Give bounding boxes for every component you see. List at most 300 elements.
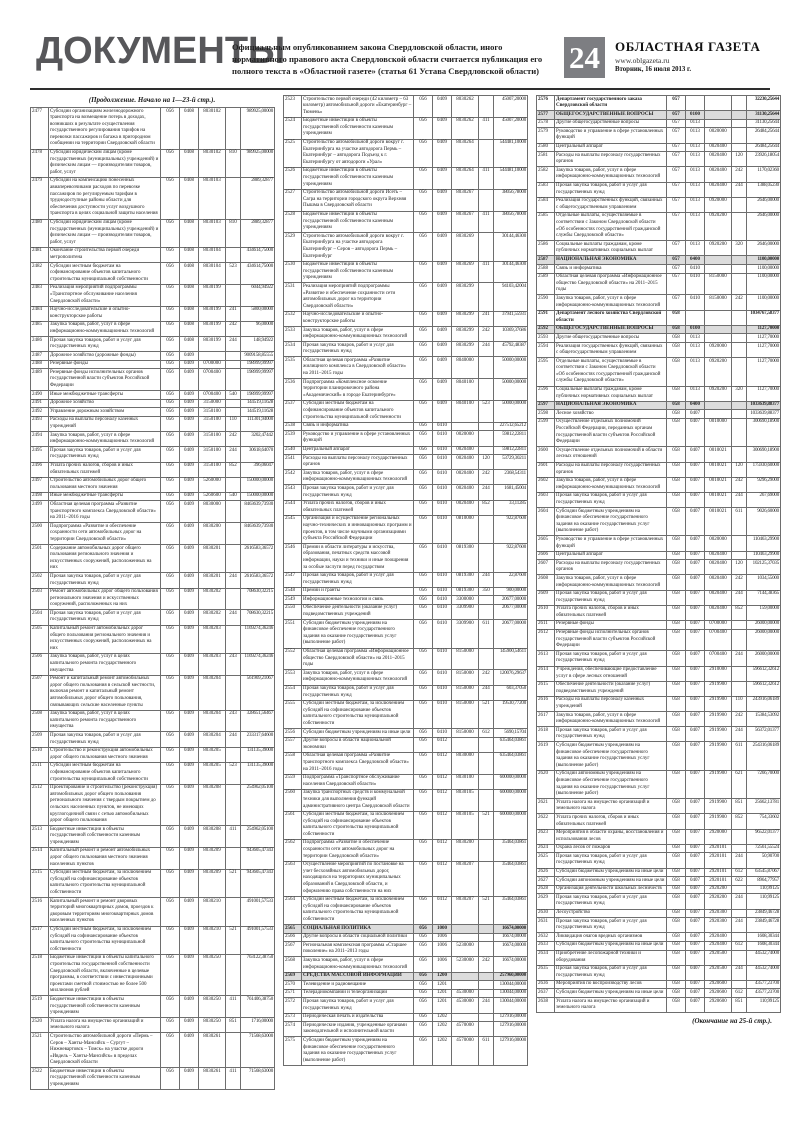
table-cell-amt: 3202,47442	[241, 432, 275, 447]
table-cell-a: 056	[414, 1013, 433, 1022]
table-cell-c	[452, 925, 479, 934]
table-cell-n: 2482	[31, 263, 49, 285]
table-cell-d	[732, 119, 747, 128]
table-row	[31, 1068, 275, 1090]
table-cell-n: 2626	[537, 868, 555, 877]
table-cell-a: 058	[667, 799, 686, 814]
table-cell-b: 0410	[433, 587, 452, 596]
table-cell-b: 1006	[433, 933, 452, 942]
table-row	[537, 551, 781, 560]
table-cell-n: 2523	[284, 96, 302, 118]
table-row	[537, 536, 781, 551]
table-cell-a: 056	[161, 501, 180, 523]
table-cell-d: 244	[732, 918, 747, 933]
table-cell-d	[732, 536, 747, 551]
table-cell-n: 2512	[31, 784, 49, 826]
table-cell-name: Субсидии местным бюджетам на софинансирование объектов капитального строительства муниципальной собственности	[49, 263, 161, 285]
table-cell-name: Подпрограмма «Развитие и обеспечение сохранности сети автомобильных дорог на территории Свердловской области»	[49, 523, 161, 545]
table-cell-amt: 267,69000	[747, 492, 781, 507]
table-cell-n: 2581	[537, 152, 555, 167]
table-cell-b: 0409	[433, 357, 452, 379]
table-cell-a: 056	[161, 747, 180, 762]
table-cell-b: 0407	[686, 885, 705, 894]
table-cell-n: 2614	[537, 666, 555, 681]
table-cell-name: Реализация государственных функций, связанных с общегосударственным управлением	[555, 197, 667, 212]
table-cell-amt: 922,87600	[494, 515, 528, 543]
table-cell-d: 521	[226, 869, 241, 897]
table-cell-b: 0409	[180, 847, 199, 869]
table-cell-n: 2519	[31, 996, 49, 1018]
table-cell-name: Расходы на выплаты персоналу казенных учреждений	[555, 696, 667, 711]
table-cell-b: 0407	[686, 418, 705, 446]
table-cell-name: Лесоустройство	[555, 909, 667, 918]
table-cell-a: 058	[667, 998, 686, 1013]
table-cell-name: Субсидии бюджетным учреждениям на иные цели	[555, 868, 667, 877]
table-cell-amt: 131135,39000	[241, 762, 275, 784]
table-cell-amt: 2889,32877	[241, 219, 275, 247]
table-cell-b: 0407	[686, 651, 705, 666]
table-cell-n: 2535	[284, 357, 302, 379]
table-cell-b: 0410	[433, 648, 452, 670]
table-cell-amt: 2646,00000	[747, 212, 781, 240]
table-cell-d	[479, 752, 494, 774]
table-cell-amt: 45007,20000	[494, 96, 528, 118]
column-3	[536, 95, 780, 1025]
table-cell-b: 0409	[180, 545, 199, 573]
table-cell-n: 2494	[31, 432, 49, 447]
table-cell-a: 056	[161, 1068, 180, 1090]
table-cell-d	[479, 544, 494, 572]
table-cell-a: 056	[161, 321, 180, 336]
table-cell-d	[226, 747, 241, 762]
table-cell-a: 056	[161, 573, 180, 588]
table-cell-n: 2597	[537, 401, 555, 410]
table-cell-name: Прочая закупка товаров, работ и услуг для государственных нужд	[302, 485, 414, 500]
table-cell-c: 8030203	[199, 653, 226, 675]
gazette-name: ОБЛАСТНАЯ ГАЗЕТА	[615, 39, 761, 54]
table-cell-amt: 1127,70000	[747, 386, 781, 401]
table-row	[537, 742, 781, 770]
table-cell-b: 0409	[180, 710, 199, 732]
table-cell-amt: 50,90700	[747, 853, 781, 868]
table-cell-amt: 708630,32215	[241, 610, 275, 625]
table-cell-b: 0100	[686, 111, 705, 120]
table-cell-name: Другие общегосударственные вопросы	[555, 119, 667, 128]
table-cell-a: 056	[161, 369, 180, 391]
table-cell-c: 8030199	[199, 306, 226, 321]
table-cell-b: 0410	[686, 273, 705, 295]
table-cell-n: 2624	[537, 844, 555, 853]
table-cell-d	[732, 551, 747, 560]
table-row	[537, 241, 781, 256]
table-cell-amt: 30144,46300	[494, 233, 528, 261]
table-cell-name: Руководство и управление в сфере установленных функций	[555, 128, 667, 143]
table-cell-b: 0407	[686, 853, 705, 868]
table-cell-n: 2584	[537, 197, 555, 212]
table-cell-amt: 37941,55931	[494, 311, 528, 326]
table-cell-a: 056	[414, 648, 433, 670]
table-cell-n: 2625	[537, 853, 555, 868]
table-row	[31, 1033, 275, 1068]
table-row	[31, 996, 275, 1018]
table-cell-c	[705, 111, 732, 120]
table-cell-d	[226, 954, 241, 996]
table-cell-name: Субсидии бюджетным учреждениям на финансовое обеспечение государственного задания на оказание государственных услуг (выполнение работ)	[555, 742, 667, 770]
table-cell-name: Прочая закупка товаров, работ и услуг для государственных нужд	[49, 337, 161, 352]
table-cell-c: 0920000	[705, 197, 732, 212]
table-cell-d	[479, 737, 494, 752]
table-cell-c: 8150000	[452, 729, 479, 738]
table-cell-a: 056	[161, 391, 180, 400]
table-cell-n: 2528	[284, 211, 302, 233]
table-row	[284, 685, 528, 700]
table-cell-name: Прочая закупка товаров, работ и услуг для государственных нужд	[49, 732, 161, 747]
table-cell-amt: 20677,00000	[494, 596, 528, 605]
table-cell-b: 0409	[433, 311, 452, 326]
table-cell-a: 058	[667, 410, 686, 419]
table-cell-amt: 198999,99997	[241, 369, 275, 391]
table-cell-n: 2551	[284, 620, 302, 648]
table-cell-a: 056	[414, 431, 433, 446]
table-cell-n: 2501	[31, 545, 49, 573]
table-cell-n: 2636	[537, 980, 555, 989]
table-cell-b: 1201	[433, 998, 452, 1013]
table-cell-a: 056	[414, 96, 433, 118]
table-cell-name: Прочая закупка товаров, работ и услуг для государственных нужд	[555, 492, 667, 507]
table-cell-name: Уплата прочих налогов, сборов и иных обязательных платежей	[49, 462, 161, 477]
table-cell-a: 057	[667, 295, 686, 310]
table-cell-n: 2595	[537, 358, 555, 386]
table-cell-b: 0113	[686, 167, 705, 182]
end-note: (Окончание на 25-й стр.).	[692, 1017, 772, 1026]
table-cell-a: 057	[667, 182, 686, 197]
table-cell-a: 056	[161, 306, 180, 321]
table-cell-name: Расходы на выплаты персоналу казенных учреждений	[49, 416, 161, 431]
table-cell-name: Уплата налога на имущество организаций и земельного налога	[49, 1018, 161, 1033]
table-cell-name: Управление дорожным хозяйством	[49, 408, 161, 417]
table-cell-a: 056	[161, 762, 180, 784]
table-cell-b: 0409	[180, 492, 199, 501]
table-cell-b: 0407	[686, 605, 705, 620]
table-row	[284, 446, 528, 455]
table-cell-a: 058	[667, 447, 686, 462]
table-row	[284, 431, 528, 446]
table-cell-n: 2540	[284, 446, 302, 455]
table-cell-a: 058	[667, 877, 686, 886]
table-cell-n: 2596	[537, 386, 555, 401]
table-cell-a: 056	[414, 485, 433, 500]
table-cell-b: 0409	[180, 416, 199, 431]
table-cell-d	[226, 784, 241, 826]
table-cell-name: Осуществление отдельных полномочий в области лесных отношений	[555, 447, 667, 462]
table-cell-name: Бюджетные инвестиции в объекты государственной собственности казенным учреждениям	[302, 167, 414, 189]
table-cell-c: 2920200	[705, 894, 732, 909]
table-cell-b: 0412	[433, 839, 452, 861]
table-cell-b: 0409	[433, 379, 452, 401]
table-cell-c: 8030299	[452, 327, 479, 342]
table-cell-c: 8030202	[199, 610, 226, 625]
table-row	[537, 273, 781, 295]
table-cell-n: 2532	[284, 311, 302, 326]
table-cell-b: 0407	[686, 575, 705, 590]
table-cell-n: 2561	[284, 811, 302, 839]
table-cell-a: 056	[161, 610, 180, 625]
table-row	[284, 752, 528, 774]
table-cell-n: 2609	[537, 590, 555, 605]
table-cell-a: 056	[414, 933, 433, 942]
table-row	[284, 515, 528, 543]
table-cell-n: 2580	[537, 143, 555, 152]
table-cell-b: 0409	[180, 784, 199, 826]
table-cell-b: 0409	[180, 462, 199, 477]
table-cell-a: 058	[667, 742, 686, 770]
table-cell-amt: 9296,29000	[747, 477, 781, 492]
table-cell-n: 2489	[31, 369, 49, 391]
table-cell-d	[732, 128, 747, 143]
table-cell-c: 0700400	[705, 629, 732, 651]
gazette-url: www.oblgazeta.ru	[615, 56, 670, 65]
table-cell-n: 2552	[284, 648, 302, 670]
table-cell-amt: 596612,32612	[747, 666, 781, 681]
table-row	[31, 523, 275, 545]
table-cell-d	[226, 625, 241, 653]
table-cell-a: 056	[414, 981, 433, 990]
table-cell-amt: 708630,32215	[241, 588, 275, 610]
table-cell-a: 058	[667, 965, 686, 980]
table-cell-d	[732, 681, 747, 696]
table-cell-a: 056	[414, 342, 433, 357]
table-cell-b: 0410	[433, 700, 452, 728]
table-cell-n: 2485	[31, 321, 49, 336]
table-cell-a: 056	[414, 896, 433, 924]
table-cell-name: Проектирование и строительство (реконструкция) автомобильных дорог общего пользования регионального значения с твердым покрытием до сельских населенных пунктов, не имеющих круглогодичной связи с сетью автомобильных дорог общего пользования	[49, 784, 161, 826]
table-cell-c: 0020400	[452, 455, 479, 470]
table-cell-a: 056	[414, 446, 433, 455]
table-cell-c: 2919900	[705, 681, 732, 696]
table-cell-d	[226, 369, 241, 391]
table-cell-d: 320	[732, 386, 747, 401]
table-cell-a: 056	[414, 189, 433, 211]
table-cell-c	[705, 325, 732, 334]
table-cell-name: Бюджетные инвестиции в объекты государственной собственности казенным учреждениям	[49, 996, 161, 1018]
table-cell-c	[452, 981, 479, 990]
table-cell-c: 8030250	[199, 954, 226, 996]
table-cell-name: Расходы на выплаты персоналу государственных органов	[555, 560, 667, 575]
table-row	[537, 877, 781, 886]
table-cell-a: 057	[667, 119, 686, 128]
table-cell-n: 2544	[284, 500, 302, 515]
table-cell-b: 0412	[433, 896, 452, 924]
table-row	[284, 839, 528, 861]
table-cell-a: 056	[414, 942, 433, 957]
table-cell-n: 2499	[31, 501, 49, 523]
table-cell-c: 8030207	[452, 896, 479, 924]
table-cell-n: 2527	[284, 189, 302, 211]
table-row	[537, 167, 781, 182]
table-cell-a: 056	[161, 177, 180, 219]
table-cell-amt: 50000,00000	[494, 379, 528, 401]
table-cell-b: 0408	[180, 177, 199, 219]
table-cell-d	[732, 844, 747, 853]
table-cell-n: 2622	[537, 814, 555, 829]
table-cell-name: Прочая закупка товаров, работ и услуг для государственных нужд	[302, 685, 414, 700]
table-cell-c: 8150000	[452, 685, 479, 700]
table-cell-d: 244	[732, 182, 747, 197]
table-cell-name: Телевидение и радиовещание	[302, 981, 414, 990]
table-cell-n: 2477	[31, 108, 49, 150]
table-cell-name: Социальные выплаты гражданам, кроме публичных нормативных социальных выплат	[555, 386, 667, 401]
table-cell-b: 0409	[433, 261, 452, 283]
table-cell-d	[479, 604, 494, 619]
table-cell-c: 8030104	[199, 263, 226, 285]
table-row	[537, 418, 781, 446]
table-cell-d	[226, 545, 241, 573]
table-cell-amt: 59812,22811	[494, 446, 528, 455]
table-cell-c: 8040100	[452, 379, 479, 401]
table-cell-a: 056	[414, 117, 433, 139]
table-cell-c: 2920101	[705, 877, 732, 886]
table-row	[284, 422, 528, 431]
table-row	[284, 400, 528, 422]
table-cell-a: 058	[667, 358, 686, 386]
table-cell-name: Прочая закупка товаров, работ и услуг для государственных нужд	[49, 573, 161, 588]
table-cell-n: 2607	[537, 560, 555, 575]
table-cell-n: 2605	[537, 536, 555, 551]
table-row	[284, 96, 528, 118]
table-cell-amt: 10369,37686	[494, 327, 528, 342]
table-cell-amt: 50000,00000	[494, 400, 528, 422]
table-cell-amt: 150000,00000	[241, 492, 275, 501]
table-cell-name: Дорожное хозяйство (дорожные фонды)	[49, 352, 161, 361]
table-cell-name: Прочая закупка товаров, работ и услуг для государственных нужд	[555, 590, 667, 605]
table-cell-name: Прочая закупка товаров, работ и услуг для государственных нужд	[555, 918, 667, 933]
table-cell-amt: 227512,65212	[494, 422, 528, 431]
table-cell-b: 0113	[686, 358, 705, 386]
table-cell-d	[479, 981, 494, 990]
table-cell-a: 057	[667, 241, 686, 256]
table-row	[537, 868, 781, 877]
official-notice-text: Официальным опубликованием закона Свердловской области, иного нормативного правового акта Свердловской области считается публикация его полного текста в «Областной газете»	[232, 42, 543, 77]
table-cell-b: 0410	[433, 455, 452, 470]
table-cell-a: 056	[414, 139, 433, 167]
table-cell-a: 058	[667, 666, 686, 681]
table-cell-d	[732, 909, 747, 918]
table-cell-n: 2549	[284, 596, 302, 605]
table-cell-c: 4570000	[452, 1037, 479, 1065]
table-cell-amt: 328651,56467	[241, 710, 275, 732]
table-cell-c: 0700000	[199, 360, 226, 369]
table-cell-amt: 600000,00000	[494, 811, 528, 839]
table-cell-n: 2569	[284, 972, 302, 981]
table-cell-a: 058	[667, 629, 686, 651]
table-cell-c	[452, 972, 479, 981]
table-row	[284, 604, 528, 619]
table-cell-b: 0408	[180, 219, 199, 247]
table-cell-d: 852	[226, 462, 241, 477]
table-row	[537, 941, 781, 950]
table-row	[31, 337, 275, 352]
table-cell-name: Областная целевая программа «Информационное общество Свердловской области» на 2011–2015 годы	[302, 648, 414, 670]
table-row	[31, 149, 275, 177]
budget-table-column-3	[536, 95, 781, 1013]
table-cell-n: 2620	[537, 770, 555, 798]
table-row	[537, 965, 781, 980]
table-cell-name: Субсидии организациям железнодорожного транспорта на возмещение потерь в доходах, возникших в результате осуществления государственного регулирования тарифов на перевозки пассажиров и багажа в пригородном сообщении на территории Свердловской области	[49, 108, 161, 150]
table-cell-name: Закупка товаров, работ, услуг в сфере информационно-коммуникационных технологий	[302, 470, 414, 485]
table-cell-n: 2627	[537, 877, 555, 886]
table-row	[284, 455, 528, 470]
table-cell-c	[705, 256, 732, 265]
table-cell-d	[226, 408, 241, 417]
official-notice	[232, 41, 550, 77]
table-cell-name: Закупка товаров, работ, услуг в целях капитального ремонта государственного имущества	[49, 653, 161, 675]
table-row	[31, 263, 275, 285]
table-cell-a: 058	[667, 909, 686, 918]
table-cell-b: 0408	[180, 263, 199, 285]
table-cell-name: Субсидии местным бюджетам, за исключением субсидий на софинансирование объектов капитального строительства муниципальной собственности	[49, 869, 161, 897]
table-row	[31, 432, 275, 447]
table-cell-d	[479, 422, 494, 431]
table-cell-b: 0408	[180, 321, 199, 336]
table-cell-c: 8030209	[199, 869, 226, 897]
table-cell-c: 8030105	[452, 811, 479, 839]
table-cell-b: 0408	[180, 247, 199, 262]
table-cell-amt: 71568,63000	[241, 1068, 275, 1090]
table-cell-d: 244	[226, 732, 241, 747]
table-cell-c: 8150000	[452, 648, 479, 670]
table-cell-c: 8030203	[199, 625, 226, 653]
table-cell-n: 2480	[31, 219, 49, 247]
table-cell-name: Строительство автомобильной дороги Исеть – Сагра на территории городского округа Верхняя Пышма в Свердловской области	[302, 189, 414, 211]
table-cell-a: 056	[161, 399, 180, 408]
table-cell-c: 8030102	[199, 149, 226, 177]
table-cell-b: 0409	[180, 399, 199, 408]
table-cell-name: Периодическая печать и издательства	[302, 1013, 414, 1022]
table-cell-d: 242	[732, 712, 747, 727]
table-cell-a: 056	[414, 357, 433, 379]
table-row	[284, 500, 528, 515]
table-cell-b: 0113	[686, 143, 705, 152]
table-cell-a: 056	[161, 432, 180, 447]
table-cell-d	[732, 950, 747, 965]
table-cell-b: 0410	[433, 685, 452, 700]
table-cell-name: СОЦИАЛЬНАЯ ПОЛИТИКА	[302, 925, 414, 934]
table-cell-b: 0407	[686, 492, 705, 507]
table-cell-d	[479, 774, 494, 789]
table-cell-d	[732, 666, 747, 681]
table-cell-c: 8030202	[199, 588, 226, 610]
table-cell-amt: 26000,00000	[747, 629, 781, 651]
table-cell-b: 0409	[180, 573, 199, 588]
table-cell-d: 244	[226, 610, 241, 625]
table-cell-d: 243	[226, 653, 241, 675]
table-cell-name: Субсидии бюджетным учреждениям на иные цели	[555, 941, 667, 950]
table-row	[284, 189, 528, 211]
table-row	[537, 829, 781, 844]
table-row	[537, 182, 781, 197]
table-cell-name: Подпрограмма «Развитие и обеспечение сохранности сети автомобильных дорог на территории Свердловской области»	[302, 839, 414, 861]
table-cell-a: 058	[667, 343, 686, 358]
table-cell-b: 0407	[686, 551, 705, 560]
gazette-block	[615, 39, 770, 73]
table-cell-amt: 9026,60000	[747, 508, 781, 536]
table-cell-c: 0700400	[199, 369, 226, 391]
table-cell-name: Информационные технологии и связь	[302, 596, 414, 605]
table-cell-n: 2543	[284, 485, 302, 500]
table-cell-n: 2517	[31, 926, 49, 954]
table-cell-d: 810	[226, 219, 241, 247]
table-cell-amt: 20677,00000	[494, 620, 528, 648]
